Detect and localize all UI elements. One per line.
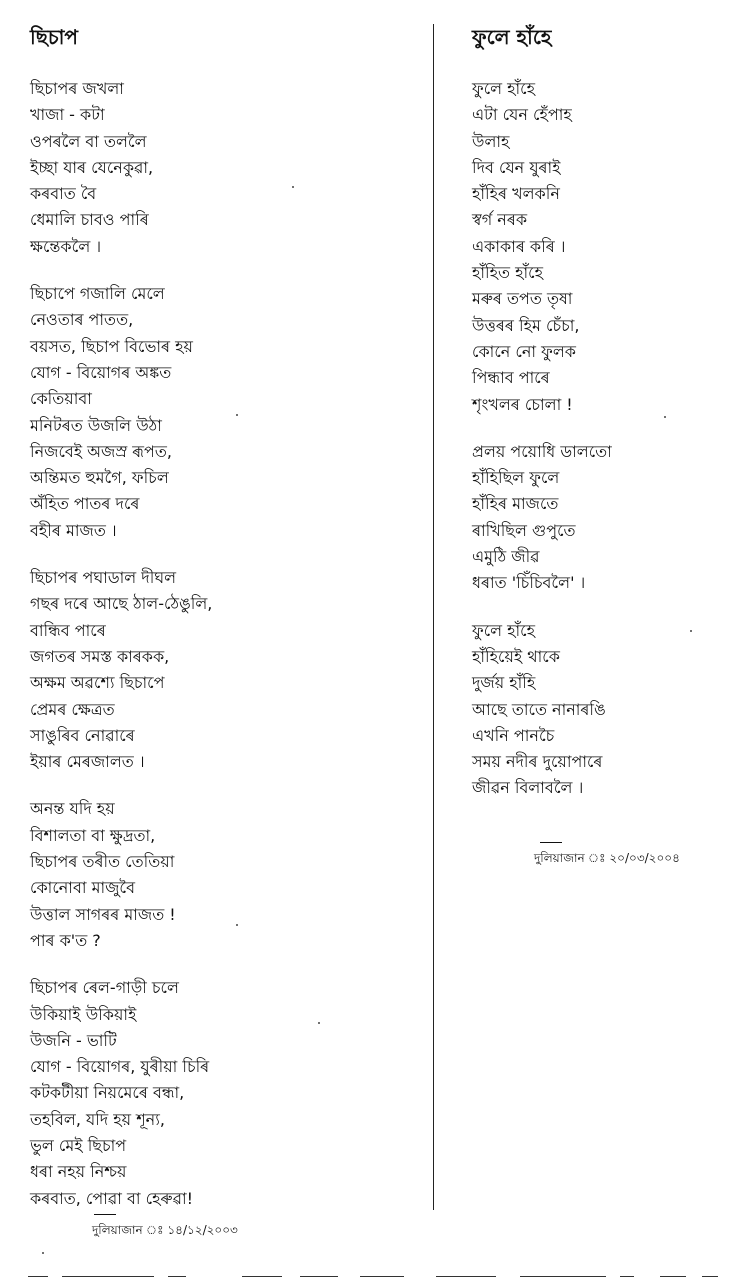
- poem-line: ছিচাপে গজালি মেলে: [30, 284, 165, 304]
- stanza: [472, 76, 732, 418]
- left-poem-body: [30, 76, 410, 1212]
- scan-artifact-line: [660, 1276, 686, 1277]
- poem-line: তহবিল, যদি হয় শূন্য,: [30, 1109, 165, 1129]
- poem-line: একাকাৰ কৰি ।: [472, 236, 566, 256]
- poem-line: কোনোবা মাজুবৈ: [30, 878, 136, 898]
- poem-line: স্বৰ্গ নৰক: [472, 210, 528, 230]
- poem-line: ভুল মেই ছিচাপ: [30, 1135, 127, 1155]
- poem-line: দিব যেন যুৰাই: [472, 157, 561, 177]
- poem-line: উত্তৰৰ হিম চেঁচা,: [472, 315, 580, 335]
- poem-line: নেওতাৰ পাতত,: [30, 310, 134, 330]
- poem-line: কৰবাত, পোৱা বা হেৰুৱা!: [30, 1188, 193, 1208]
- poem-line: সময় নদীৰ দুয়োপাৰে: [472, 752, 603, 772]
- scan-speck: [236, 924, 238, 926]
- poem-line: প্ৰেমৰ ক্ষেত্ৰত: [30, 699, 115, 719]
- scan-artifact-line: [520, 1276, 606, 1277]
- poem-line: জীৱন বিলাবলৈ ।: [472, 778, 584, 798]
- poem-line: এমুঠি জীৱ: [472, 547, 540, 567]
- poem-line: খাজা - কটা: [30, 105, 105, 125]
- poem-line: অন্তিমত হুমগৈ, ফচিল: [30, 468, 169, 488]
- left-poem-signature-block: [92, 1208, 238, 1239]
- poem-line: এটা যেন হেঁপাহ: [472, 105, 572, 125]
- poem-line: কোনে নো ফুলক: [472, 341, 576, 361]
- signature-dash: [540, 842, 562, 843]
- poem-line: বান্ধিব পাৰে: [30, 620, 106, 640]
- poem-line: ধৰাত 'চিঁচিবলৈ' ।: [472, 573, 586, 593]
- poem-line: হাঁহিৰ মাজতে: [472, 494, 559, 514]
- signature-dash: [94, 1214, 116, 1215]
- stanza: [30, 565, 410, 775]
- right-poem-body: [472, 76, 732, 802]
- poem-line: শৃংখলৰ চোলা !: [472, 394, 573, 414]
- poem-line: পিন্ধাব পাৰে: [472, 368, 550, 388]
- stanza: [30, 975, 410, 1212]
- stanza: [472, 618, 732, 802]
- poem-line: ধেমালি চাবও পাৰি: [30, 210, 149, 230]
- poem-line: কেতিয়াবা: [30, 389, 92, 409]
- scan-speck: [292, 186, 294, 188]
- poem-line: ছিচাপৰ তৰীত তেতিয়া: [30, 852, 175, 872]
- column-divider: [433, 24, 434, 1210]
- poem-line: নিজবেই অজস্ৰ ৰূপত,: [30, 441, 173, 461]
- poem-line: কৰবাত বৈ: [30, 184, 97, 204]
- scan-artifact-line: [300, 1276, 338, 1277]
- poem-line: মনিটৰত উজলি উঠা: [30, 415, 162, 435]
- stanza: [30, 76, 410, 260]
- scan-speck: [690, 630, 692, 632]
- poem-line: হাঁহিৰ খলকনি: [472, 184, 560, 204]
- left-poem-column: [30, 22, 410, 1233]
- poem-line: অক্ষম অৱশ্যে ছিচাপে: [30, 673, 165, 693]
- poem-line: বয়সত, ছিচাপ বিভোৰ হয়: [30, 336, 193, 356]
- poem-line: হাঁহিত হাঁহে: [472, 263, 544, 283]
- scan-artifact-line: [436, 1276, 496, 1277]
- left-poem-signature: দুলিয়াজান ঃ ১৪/১২/২০০৩: [92, 1223, 238, 1237]
- poem-line: উত্তাল সাগৰৰ মাজত !: [30, 904, 176, 924]
- poem-line: ওপৰলৈ বা তললৈ: [30, 131, 147, 151]
- poem-line: জগতৰ সমস্ত কাৰকক,: [30, 646, 170, 666]
- poem-line: প্ৰলয় পয়োধি ডালতো: [472, 441, 612, 461]
- stanza: [472, 439, 732, 597]
- scan-artifact-line: [28, 1276, 48, 1277]
- scan-speck: [42, 1252, 44, 1254]
- poem-line: ৰাখিছিল গুপুতে: [472, 520, 576, 540]
- poem-line: অনন্ত যদি হয়: [30, 799, 115, 819]
- poem-line: ধৰা নহয় নিশ্চয়: [30, 1162, 127, 1182]
- poem-line: যোগ - বিয়োগৰ অঙ্কত: [30, 362, 172, 382]
- poem-line: ইচ্ছা যাৰ যেনেকুৱা,: [30, 157, 154, 177]
- poem-line: হাঁহিছিল ফুলে: [472, 468, 560, 488]
- poem-line: ফুলে হাঁহে: [472, 79, 536, 98]
- poem-line: মৰুৰ তপত তৃষা: [472, 289, 573, 309]
- poem-line: কটকটীয়া নিয়মেৰে বন্ধা,: [30, 1083, 185, 1103]
- scan-artifact-line: [62, 1276, 154, 1277]
- scan-artifact-line: [620, 1276, 634, 1277]
- poem-line: ছিচাপৰ জখলা: [30, 79, 124, 98]
- scan-artifact-line: [360, 1276, 404, 1277]
- scan-speck: [318, 1022, 320, 1024]
- stanza: [30, 281, 410, 544]
- poem-line: বিশালতা বা ক্ষুদ্ৰতা,: [30, 825, 156, 845]
- poem-line: ছিচাপৰ পঘাডাল দীঘল: [30, 568, 177, 588]
- poem-line: পাৰ ক'ত ?: [30, 930, 101, 950]
- poem-line: উলাহ: [472, 131, 510, 151]
- poem-line: ছিচাপৰ ৰেল-গাড়ী চলে: [30, 978, 179, 998]
- poem-line: ইয়াৰ মেৰজালত ।: [30, 752, 145, 772]
- right-poem-title: ফুলে হাঁহে: [472, 25, 552, 49]
- poem-line: দুৰ্জয় হাঁহি: [472, 673, 536, 693]
- stanza: [30, 796, 410, 954]
- poem-line: সাঙুৰিব নোৱাৰে: [30, 725, 135, 745]
- poem-line: হাঁহিয়েই থাকে: [472, 646, 560, 666]
- poem-line: আছে তাতে নানাৰঙি: [472, 699, 606, 719]
- poem-line: গছৰ দৰে আছে ঠাল-ঠেঙুলি,: [30, 594, 213, 614]
- scan-artifact-line: [168, 1276, 186, 1277]
- poem-line: ফুলে হাঁহে: [472, 620, 536, 640]
- poem-line: উকিয়াই উকিয়াই: [30, 1004, 137, 1024]
- poem-line: বহীৰ মাজত ।: [30, 520, 117, 540]
- right-poem-signature: দুলিয়াজান ঃ ২০/০৩/২০০৪: [534, 851, 680, 865]
- poem-line: এখনি পানচৈ: [472, 725, 555, 745]
- left-poem-title: ছিচাপ: [30, 25, 79, 49]
- right-poem-column: [472, 22, 732, 823]
- right-poem-signature-block: [534, 836, 680, 867]
- poem-line: উজনি - ভাটি: [30, 1030, 117, 1050]
- scan-speck: [664, 416, 666, 418]
- poem-line: ক্ষন্তেকলৈ ।: [30, 236, 102, 256]
- poem-line: অঁহিত পাতৰ দৰে: [30, 494, 140, 514]
- scan-artifact-line: [702, 1276, 718, 1277]
- scan-artifact-line: [242, 1276, 282, 1277]
- poem-line: যোগ - বিয়োগৰ, যুৰীয়া চিৰি: [30, 1057, 210, 1077]
- scan-speck: [236, 414, 238, 416]
